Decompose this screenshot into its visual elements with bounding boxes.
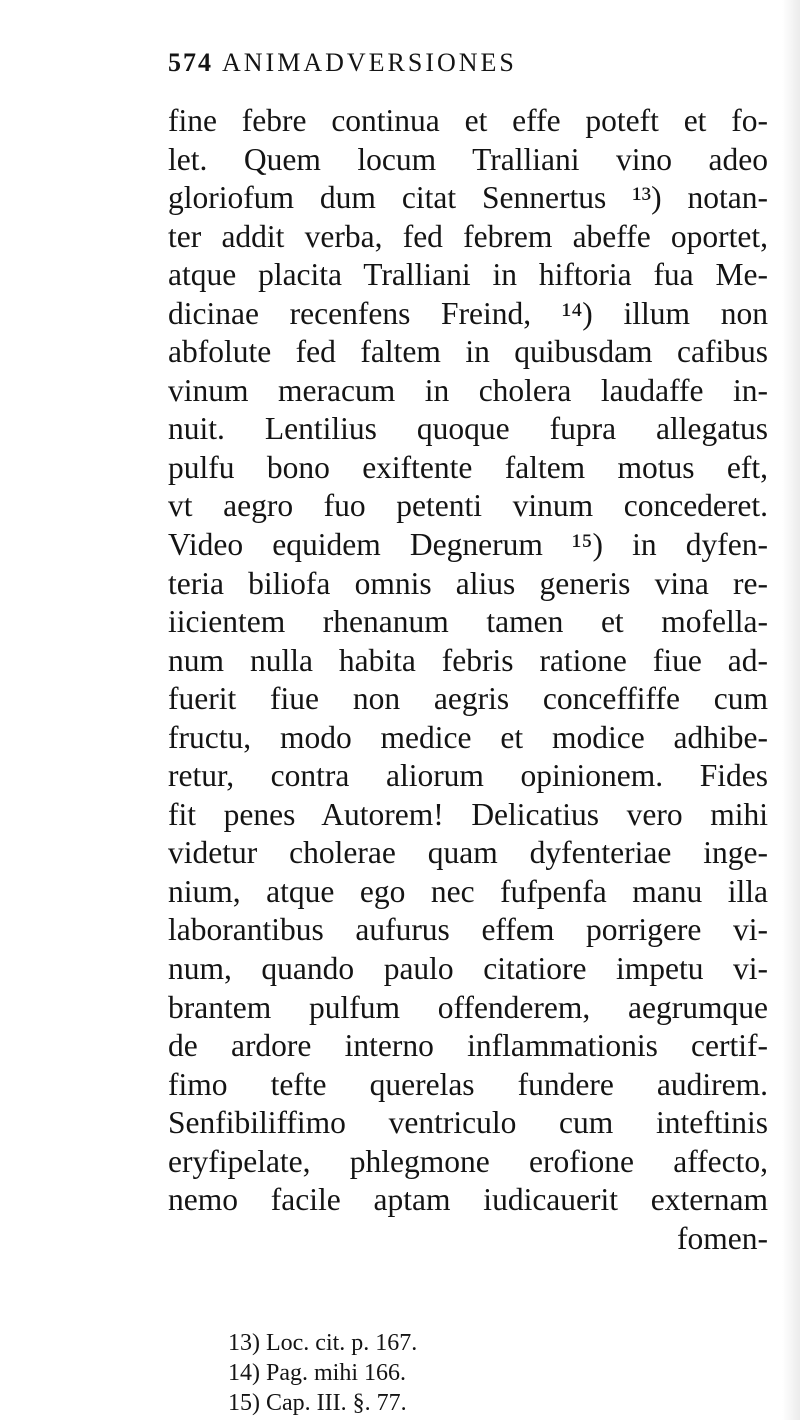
text-line: videtur cholerae quam dyfenteriae inge- <box>168 835 768 871</box>
footnote: 15) Cap. III. §. 77. <box>228 1390 407 1416</box>
text-line: num, quando paulo citatiore impetu vi- <box>168 951 768 987</box>
text-line: num nulla habita febris ratione fiue ad- <box>168 642 768 678</box>
text-line: atque placita Tralliani in hiftoria fua Me- <box>168 257 768 293</box>
page-number: 574 <box>168 48 213 77</box>
text-line: fuerit fiue non aegris conceffiffe cum <box>168 681 768 717</box>
text-line: de ardore interno inflammationis certif- <box>168 1028 768 1064</box>
text-line: Senfibiliffimo ventriculo cum inteftinis <box>168 1105 768 1141</box>
text-line: fomen- <box>677 1220 768 1256</box>
text-line: ter addit verba, fed febrem abeffe oportet, <box>168 218 768 254</box>
text-line: abfolute fed faltem in quibusdam cafibus <box>168 334 768 370</box>
text-line: nemo facile aptam iudicauerit externam <box>168 1182 768 1218</box>
text-line: nium, atque ego nec fufpenfa manu illa <box>168 873 768 909</box>
running-header <box>168 48 638 92</box>
text-line: retur, contra aliorum opinionem. Fides <box>168 758 768 794</box>
text-line: dicinae recenfens Freind, ¹⁴) illum non <box>168 295 768 331</box>
footnote: 14) Pag. mihi 166. <box>228 1360 406 1386</box>
page-edge-shadow <box>782 0 800 1420</box>
text-line: pulfu bono exiftente faltem motus eft, <box>168 449 768 485</box>
text-line: fit penes Autorem! Delicatius vero mihi <box>168 796 768 832</box>
text-line: laborantibus aufurus effem porrigere vi- <box>168 912 768 948</box>
text-line: fine febre continua et effe poteft et fo- <box>168 103 768 138</box>
text-line: let. Quem locum Tralliani vino adeo <box>168 141 768 177</box>
main-text <box>168 102 768 1258</box>
text-line: brantem pulfum offenderem, aegrumque <box>168 989 768 1025</box>
text-line: fructu, modo medice et modice adhibe- <box>168 719 768 755</box>
text-line: gloriofum dum citat Sennertus ¹³) notan- <box>168 180 768 216</box>
running-title: ANIMADVERSIONES <box>222 48 517 77</box>
text-line: fimo tefte querelas fundere audirem. <box>168 1066 768 1102</box>
text-line: nuit. Lentilius quoque fupra allegatus <box>168 411 768 447</box>
text-line: vt aegro fuo petenti vinum concederet. <box>168 488 768 524</box>
text-line: Video equidem Degnerum ¹⁵) in dyfen- <box>168 527 768 563</box>
text-line: teria biliofa omnis alius generis vina re- <box>168 565 768 601</box>
footnotes <box>228 1328 648 1418</box>
text-line: iicientem rhenanum tamen et mofella- <box>168 604 768 640</box>
text-line: eryfipelate, phlegmone erofione affecto, <box>168 1143 768 1179</box>
text-line: vinum meracum in cholera laudaffe in- <box>168 372 768 408</box>
footnote: 13) Loc. cit. p. 167. <box>228 1330 418 1356</box>
